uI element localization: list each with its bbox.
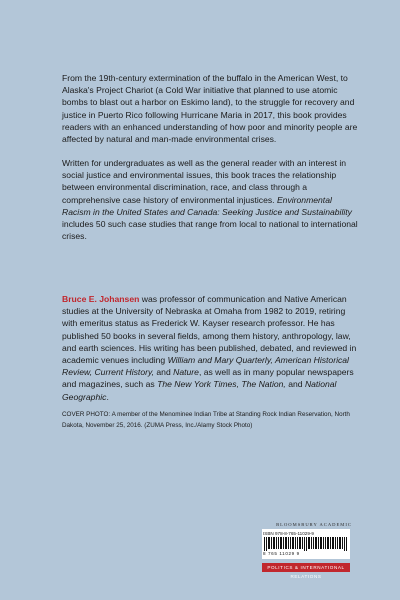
barcode-box [262,529,350,559]
barcode-bars [263,537,349,551]
venue-academic: William and Mary Quarterly, American Historical Review, Current History, [62,355,349,378]
isbn-text: ISBN 978-8-765-11029-9 [263,531,314,536]
paragraph-2-text-b: includes 50 such case studies that range from local to national to international crises. [62,219,358,242]
author-bio-text-c: , as well as in many popular newspapers and magazines, such as [62,367,354,390]
venue-natgeo: National Geographic [62,379,337,402]
publisher-name: BLOOMSBURY ACADEMIC [276,522,352,527]
author-bio-text-b: and [154,367,174,378]
author-bio-text-d: and [285,379,305,390]
author-bio-text-e: . [106,391,109,402]
subject-category-band: POLITICS & INTERNATIONAL RELATIONS [262,563,350,572]
venue-nature: Nature [173,367,199,378]
author-bio [62,293,362,403]
venue-popular: The New York Times, The Nation, [157,379,286,390]
barcode-block [262,522,352,579]
book-title: Environmental Racism in the United States and Canada: Seeking Justice and Sustainability [62,194,352,217]
description-paragraph-1 [62,72,362,145]
description-paragraph-2 [62,157,362,242]
paragraph-1-text: From the 19th-century extermination of the buffalo in the American West, to Alaska's Project Chariot (a Cold War initiative that planned to use atomic bombs to blast out a harbor on Eskimo land), to the struggle for recovery and justice in Puerto Rico following Hurricane Maria in 2017, this book provides readers with an enhanced understanding of how poor and minority people are affected by natural and man-made environmental crises. [62,73,358,145]
cover-credit-text: COVER PHOTO: A member of the Menominee Indian Tribe at Standing Rock Indian Reservation, North Dakota, November 25, 2016. (ZUMA Press, Inc./Alamy Stock Photo) [62,411,350,429]
cover-photo-credit [62,410,372,432]
author-name: Bruce E. Johansen [62,294,140,304]
author-bio-text-a: was professor of communication and Native American studies at the University of Nebraska at Omaha from 1982 to 2019, retiring with emeritus status as Frederick W. Kayser research professor. He has published 50 books in several fields, among them history, anthropology, law, and earth sciences. His writing has been published, debated, and reviewed in academic venues including [62,294,357,366]
barcode-digits: 8 765 11029 9 [263,551,300,556]
paragraph-2-text-a: Written for undergraduates as well as the general reader with an interest in social justice and environmental issues, this book traces the relationship between environmental discrimination, race, and class through a comprehensive case history of environmental injustices. [62,158,347,205]
